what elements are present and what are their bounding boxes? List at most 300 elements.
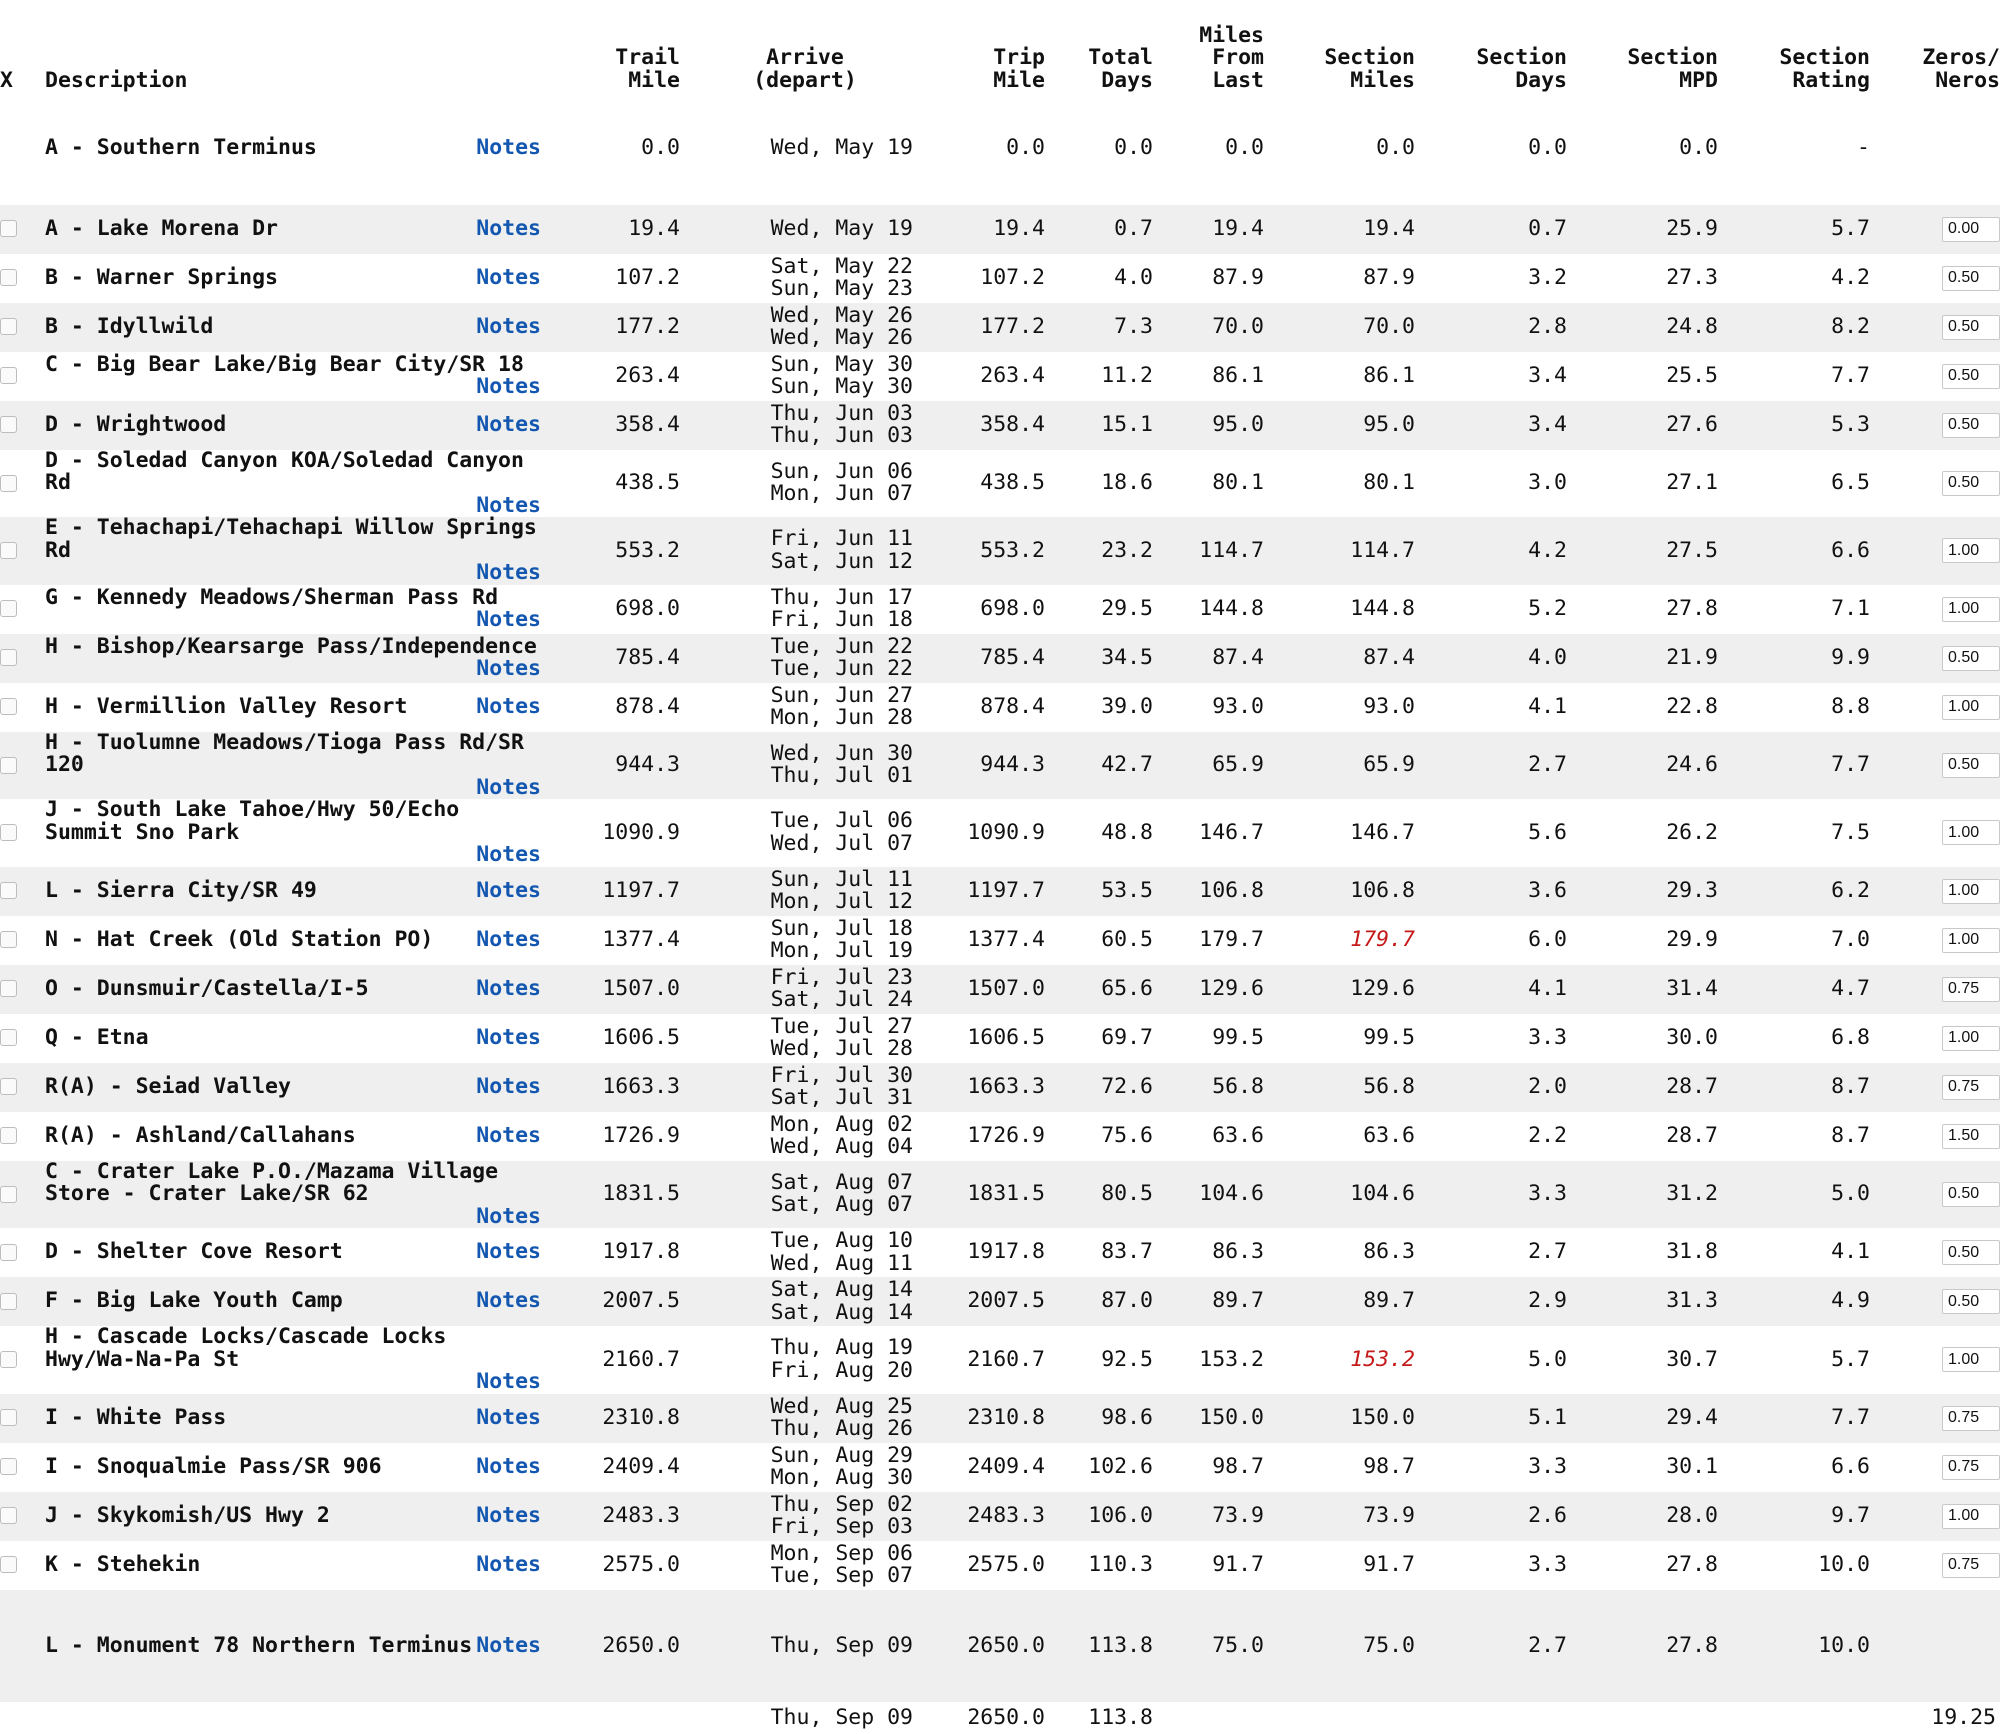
header-section-mpd-line1: Section bbox=[1627, 45, 1718, 70]
row-miles-from-last: 86.1 bbox=[1212, 362, 1264, 388]
zeros-neros-input[interactable] bbox=[1942, 1026, 2000, 1051]
row-section-miles bbox=[1264, 1112, 1415, 1161]
row-arrive-cell bbox=[680, 517, 930, 585]
row-section-mpd: 31.4 bbox=[1666, 975, 1718, 1001]
row-depart-date: Fri, Jun 18 bbox=[770, 607, 913, 632]
table-row bbox=[0, 450, 2000, 518]
notes-link[interactable]: Notes bbox=[476, 926, 541, 952]
zeros-neros-input[interactable] bbox=[1942, 1124, 2000, 1149]
totals-blank-2 bbox=[45, 1702, 553, 1734]
row-description: H - Tuolumne Meadows/Tioga Pass Rd/SR 120 bbox=[45, 729, 524, 777]
row-section-rating: 5.7 bbox=[1831, 215, 1870, 241]
row-section-days: 3.3 bbox=[1528, 1181, 1567, 1206]
row-trip-mile: 2409.4 bbox=[967, 1453, 1045, 1479]
row-select-checkbox[interactable] bbox=[0, 824, 17, 841]
row-section-days: 6.0 bbox=[1528, 926, 1567, 952]
row-description-cell bbox=[45, 683, 553, 732]
row-arrive-cell bbox=[680, 732, 930, 800]
header-total-days[interactable] bbox=[1045, 0, 1153, 92]
row-section-days: 2.9 bbox=[1528, 1288, 1567, 1314]
zeros-neros-input[interactable] bbox=[1942, 646, 2000, 671]
row-section-days: 2.8 bbox=[1528, 313, 1567, 339]
row-select-checkbox[interactable] bbox=[0, 318, 17, 335]
row-total-days: 4.0 bbox=[1114, 264, 1153, 290]
notes-link[interactable]: Notes bbox=[476, 215, 541, 241]
zeros-neros-input[interactable] bbox=[1942, 364, 2000, 389]
zeros-neros-input[interactable] bbox=[1942, 695, 2000, 720]
zeros-neros-input[interactable] bbox=[1942, 266, 2000, 291]
row-section-miles bbox=[1264, 450, 1415, 518]
row-arrive-cell bbox=[680, 450, 930, 518]
row-description: I - White Pass bbox=[45, 1404, 227, 1430]
row-select-checkbox[interactable] bbox=[0, 698, 17, 715]
row-section-miles-value: 98.7 bbox=[1363, 1453, 1415, 1479]
start-row bbox=[0, 92, 2000, 205]
row-select-checkbox[interactable] bbox=[0, 1244, 17, 1261]
row-total-days: 98.6 bbox=[1101, 1404, 1153, 1430]
row-section-days: 4.1 bbox=[1528, 975, 1567, 1001]
zeros-neros-input[interactable] bbox=[1942, 1240, 2000, 1265]
zeros-neros-input[interactable] bbox=[1942, 315, 2000, 340]
row-section-mpd: 27.1 bbox=[1666, 470, 1718, 495]
row-depart-date: Thu, Jul 01 bbox=[770, 763, 913, 789]
zeros-neros-input[interactable] bbox=[1942, 753, 2000, 778]
zeros-neros-input[interactable] bbox=[1942, 597, 2000, 622]
header-trail-mile-line1: Trail bbox=[615, 45, 680, 70]
row-section-miles-value: 150.0 bbox=[1350, 1404, 1415, 1430]
notes-link[interactable]: Notes bbox=[476, 1073, 541, 1099]
row-trail-mile: 107.2 bbox=[615, 264, 680, 290]
notes-link[interactable]: Notes bbox=[476, 842, 541, 867]
row-description-cell bbox=[45, 1443, 553, 1492]
table-row bbox=[0, 799, 2000, 867]
row-miles-from-last: 63.6 bbox=[1212, 1122, 1264, 1148]
row-miles-from-last: 91.7 bbox=[1212, 1551, 1264, 1577]
row-description-cell bbox=[45, 1158, 553, 1229]
start-section-days: 0.0 bbox=[1528, 135, 1567, 160]
header-section-days-line2: Days bbox=[1515, 67, 1567, 93]
row-section-mpd: 31.8 bbox=[1666, 1239, 1718, 1265]
row-description: D - Shelter Cove Resort bbox=[45, 1239, 343, 1265]
start-arrive: Wed, May 19 bbox=[770, 135, 913, 160]
row-section-days: 3.4 bbox=[1528, 411, 1567, 437]
row-section-miles-value: 19.4 bbox=[1363, 215, 1415, 241]
row-section-rating: 7.0 bbox=[1831, 926, 1870, 952]
row-trip-mile: 2160.7 bbox=[967, 1346, 1045, 1372]
row-select-checkbox[interactable] bbox=[0, 475, 17, 492]
row-section-rating: 6.6 bbox=[1831, 1453, 1870, 1479]
row-depart-date: Sat, Aug 07 bbox=[770, 1192, 913, 1218]
row-arrive-date: Tue, Jul 27 bbox=[770, 1013, 913, 1039]
row-select-checkbox[interactable] bbox=[0, 1029, 17, 1046]
row-trail-mile: 358.4 bbox=[615, 411, 680, 437]
header-section-miles-line1: Section bbox=[1324, 45, 1415, 70]
start-section-miles: 0.0 bbox=[1376, 135, 1415, 160]
notes-link[interactable]: Notes bbox=[476, 560, 541, 585]
row-description: C - Crater Lake P.O./Mazama Village Store - Crater Lake/SR 62 bbox=[45, 1158, 499, 1206]
row-arrive-cell bbox=[680, 965, 930, 1014]
zeros-neros-input[interactable] bbox=[1942, 928, 2000, 953]
header-description[interactable] bbox=[45, 0, 553, 92]
notes-link[interactable]: Notes bbox=[476, 656, 541, 681]
row-select-checkbox[interactable] bbox=[0, 220, 17, 237]
row-arrive-date: Sun, May 30 bbox=[770, 351, 913, 377]
row-arrive-cell bbox=[680, 254, 930, 303]
row-description: E - Tehachapi/Tehachapi Willow Springs Rd bbox=[45, 515, 537, 563]
header-row bbox=[0, 0, 2000, 92]
row-select-checkbox[interactable] bbox=[0, 1351, 17, 1368]
row-zeros-cell bbox=[1870, 916, 2000, 965]
row-arrive-date: Tue, Jul 06 bbox=[770, 808, 913, 834]
notes-link[interactable]: Notes bbox=[476, 693, 541, 719]
header-x[interactable]: X bbox=[0, 67, 13, 93]
row-arrive-cell bbox=[680, 1277, 930, 1326]
row-description: R(A) - Ashland/Callahans bbox=[45, 1122, 356, 1148]
row-zeros-cell bbox=[1870, 867, 2000, 916]
row-section-rating: 8.2 bbox=[1831, 313, 1870, 339]
row-section-miles bbox=[1264, 799, 1415, 867]
table-row bbox=[0, 867, 2000, 916]
zeros-neros-input[interactable] bbox=[1942, 1504, 2000, 1529]
row-select-checkbox[interactable] bbox=[0, 600, 17, 617]
row-depart-date: Wed, Jul 07 bbox=[770, 830, 913, 856]
row-trail-mile: 1090.9 bbox=[602, 819, 680, 845]
header-zeros-neros-line1: Zeros/ bbox=[1922, 45, 2000, 70]
row-select-checkbox[interactable] bbox=[0, 1127, 17, 1144]
row-description-cell bbox=[45, 634, 553, 683]
row-arrive-cell bbox=[680, 352, 930, 401]
row-miles-from-last: 93.0 bbox=[1212, 693, 1264, 719]
totals-arrive: Thu, Sep 09 bbox=[770, 1704, 913, 1730]
notes-link[interactable]: Notes bbox=[476, 492, 541, 518]
row-section-days: 2.2 bbox=[1528, 1122, 1567, 1148]
row-select-cell bbox=[0, 352, 45, 401]
row-arrive-cell bbox=[680, 1112, 930, 1161]
notes-link[interactable]: Notes bbox=[476, 1122, 541, 1148]
header-miles-from-last-line3: Last bbox=[1212, 67, 1264, 93]
row-description: J - Skykomish/US Hwy 2 bbox=[45, 1502, 330, 1528]
zeros-neros-input[interactable] bbox=[1942, 879, 2000, 904]
header-section-days[interactable] bbox=[1415, 0, 1567, 92]
row-select-checkbox[interactable] bbox=[0, 1293, 17, 1310]
end-trip-mile: 2650.0 bbox=[967, 1632, 1045, 1658]
row-arrive-date: Tue, Aug 10 bbox=[770, 1228, 913, 1253]
row-total-days: 53.5 bbox=[1101, 877, 1153, 903]
row-section-miles-value: 80.1 bbox=[1363, 470, 1415, 495]
row-miles-from-last: 73.9 bbox=[1212, 1502, 1264, 1528]
row-section-days: 3.4 bbox=[1528, 362, 1567, 388]
row-description: B - Warner Springs bbox=[45, 264, 278, 290]
row-zeros-cell bbox=[1870, 1541, 2000, 1590]
end-arrive: Thu, Sep 09 bbox=[770, 1632, 913, 1658]
notes-link[interactable]: Notes bbox=[476, 1369, 541, 1394]
row-select-cell bbox=[0, 683, 45, 732]
notes-link[interactable]: Notes bbox=[476, 313, 541, 339]
zeros-neros-input[interactable] bbox=[1942, 413, 2000, 438]
row-arrive-date: Fri, Jun 11 bbox=[770, 526, 913, 552]
row-description-cell bbox=[45, 401, 553, 450]
row-select-cell bbox=[0, 634, 45, 683]
header-section-mpd-line2: MPD bbox=[1679, 67, 1718, 93]
table-row bbox=[0, 916, 2000, 965]
row-arrive-cell bbox=[680, 1326, 930, 1394]
row-section-miles bbox=[1264, 205, 1415, 254]
row-section-rating: 7.7 bbox=[1831, 1404, 1870, 1430]
row-section-miles bbox=[1264, 352, 1415, 401]
table-row bbox=[0, 254, 2000, 303]
row-depart-date: Mon, Jul 19 bbox=[770, 938, 913, 963]
header-section-rating-line2: Rating bbox=[1792, 67, 1870, 93]
row-section-mpd: 25.5 bbox=[1666, 362, 1718, 388]
row-section-miles-value: 73.9 bbox=[1363, 1502, 1415, 1528]
row-zeros-cell bbox=[1870, 303, 2000, 352]
row-select-checkbox[interactable] bbox=[0, 1078, 17, 1095]
row-zeros-cell bbox=[1870, 1394, 2000, 1443]
row-section-days: 2.7 bbox=[1528, 1239, 1567, 1265]
row-section-miles-value: 70.0 bbox=[1363, 313, 1415, 339]
notes-link[interactable]: Notes bbox=[476, 1404, 541, 1430]
zeros-neros-input[interactable] bbox=[1942, 471, 2000, 496]
row-select-cell bbox=[0, 1228, 45, 1277]
notes-link[interactable]: Notes bbox=[476, 607, 541, 632]
row-trail-mile: 2160.7 bbox=[602, 1346, 680, 1372]
row-section-miles bbox=[1264, 634, 1415, 683]
start-zeros-cell bbox=[1870, 92, 2000, 205]
row-trail-mile: 785.4 bbox=[615, 644, 680, 670]
totals-total-days: 113.8 bbox=[1088, 1704, 1153, 1730]
zeros-neros-input[interactable] bbox=[1942, 1075, 2000, 1100]
row-description: O - Dunsmuir/Castella/I-5 bbox=[45, 975, 369, 1001]
row-description: A - Lake Morena Dr bbox=[45, 215, 278, 241]
totals-arrive-cell bbox=[680, 1702, 930, 1734]
row-zeros-cell bbox=[1870, 1228, 2000, 1277]
row-select-cell bbox=[0, 867, 45, 916]
row-select-checkbox[interactable] bbox=[0, 1556, 17, 1573]
row-select-cell bbox=[0, 799, 45, 867]
row-select-checkbox[interactable] bbox=[0, 882, 17, 899]
row-select-checkbox[interactable] bbox=[0, 649, 17, 666]
row-trip-mile: 2007.5 bbox=[967, 1288, 1045, 1314]
row-arrive-cell bbox=[680, 303, 930, 352]
row-select-cell bbox=[0, 205, 45, 254]
row-description-cell bbox=[45, 1228, 553, 1277]
start-arrive-cell bbox=[680, 92, 930, 205]
row-trip-mile: 263.4 bbox=[980, 362, 1045, 388]
end-checkbox-cell bbox=[0, 1590, 45, 1703]
row-miles-from-last: 129.6 bbox=[1199, 975, 1264, 1001]
row-miles-from-last: 80.1 bbox=[1212, 470, 1264, 495]
row-select-checkbox[interactable] bbox=[0, 367, 17, 384]
notes-link[interactable]: Notes bbox=[476, 975, 541, 1001]
row-total-days: 18.6 bbox=[1101, 470, 1153, 495]
header-zeros-neros[interactable] bbox=[1870, 0, 2000, 92]
row-description-cell bbox=[45, 1492, 553, 1541]
row-section-rating: 9.7 bbox=[1831, 1502, 1870, 1528]
zeros-neros-input[interactable] bbox=[1942, 1406, 2000, 1431]
row-description-cell bbox=[45, 517, 553, 585]
row-section-mpd: 22.8 bbox=[1666, 693, 1718, 719]
notes-link[interactable]: Notes bbox=[476, 1288, 541, 1314]
row-description-cell bbox=[45, 447, 553, 518]
row-miles-from-last: 95.0 bbox=[1212, 411, 1264, 437]
zeros-neros-input[interactable] bbox=[1942, 217, 2000, 242]
row-section-miles-value: 129.6 bbox=[1350, 975, 1415, 1001]
row-section-miles bbox=[1264, 1541, 1415, 1590]
row-arrive-cell bbox=[680, 1394, 930, 1443]
row-miles-from-last: 106.8 bbox=[1199, 877, 1264, 903]
row-select-checkbox[interactable] bbox=[0, 416, 17, 433]
row-select-checkbox[interactable] bbox=[0, 757, 17, 774]
row-section-days: 3.0 bbox=[1528, 470, 1567, 495]
header-section-miles[interactable] bbox=[1264, 0, 1415, 92]
notes-link[interactable]: Notes bbox=[476, 774, 541, 800]
notes-link[interactable]: Notes bbox=[476, 1632, 541, 1658]
row-arrive-date: Sun, Jul 18 bbox=[770, 915, 913, 941]
row-zeros-cell bbox=[1870, 450, 2000, 518]
row-arrive-cell bbox=[680, 585, 930, 634]
row-section-days: 3.3 bbox=[1528, 1551, 1567, 1577]
header-arrive[interactable] bbox=[680, 0, 930, 92]
row-trail-mile: 1726.9 bbox=[602, 1122, 680, 1148]
row-description-cell bbox=[45, 1326, 553, 1394]
header-trip-mile-line1: Trip bbox=[993, 45, 1045, 70]
row-miles-from-last: 150.0 bbox=[1199, 1404, 1264, 1430]
row-description-cell bbox=[45, 352, 553, 401]
row-total-days: 102.6 bbox=[1088, 1453, 1153, 1479]
row-select-checkbox[interactable] bbox=[0, 1458, 17, 1475]
header-trip-mile[interactable] bbox=[930, 0, 1045, 92]
row-section-miles bbox=[1264, 1228, 1415, 1277]
row-arrive-cell bbox=[680, 867, 930, 916]
row-select-cell bbox=[0, 303, 45, 352]
end-section-days: 2.7 bbox=[1528, 1632, 1567, 1658]
row-trail-mile: 1917.8 bbox=[602, 1239, 680, 1265]
row-section-days: 4.2 bbox=[1528, 537, 1567, 563]
row-section-rating: 8.7 bbox=[1831, 1073, 1870, 1099]
row-arrive-cell bbox=[680, 1063, 930, 1112]
row-trip-mile: 2483.3 bbox=[967, 1502, 1045, 1528]
zeros-neros-input[interactable] bbox=[1942, 1289, 2000, 1314]
row-description: Q - Etna bbox=[45, 1024, 149, 1050]
row-trip-mile: 785.4 bbox=[980, 644, 1045, 670]
row-section-mpd: 31.3 bbox=[1666, 1288, 1718, 1314]
zeros-neros-input[interactable] bbox=[1942, 1553, 2000, 1578]
zeros-neros-input[interactable] bbox=[1942, 1347, 2000, 1372]
row-section-miles bbox=[1264, 683, 1415, 732]
row-select-checkbox[interactable] bbox=[0, 931, 17, 948]
row-select-checkbox[interactable] bbox=[0, 980, 17, 997]
row-total-days: 11.2 bbox=[1101, 362, 1153, 388]
row-description-cell bbox=[45, 1112, 553, 1161]
row-section-mpd: 29.3 bbox=[1666, 877, 1718, 903]
row-trail-mile: 1507.0 bbox=[602, 975, 680, 1001]
row-select-cell bbox=[0, 1394, 45, 1443]
end-total-days: 113.8 bbox=[1088, 1632, 1153, 1658]
row-arrive-date: Sun, Jul 11 bbox=[770, 866, 913, 892]
table-row bbox=[0, 683, 2000, 732]
header-section-mpd[interactable] bbox=[1567, 0, 1718, 92]
row-trip-mile: 1197.7 bbox=[967, 877, 1045, 903]
row-trip-mile: 107.2 bbox=[980, 264, 1045, 290]
row-select-checkbox[interactable] bbox=[0, 269, 17, 286]
notes-link[interactable]: Notes bbox=[476, 877, 541, 903]
header-trail-mile[interactable] bbox=[553, 0, 680, 92]
table-row bbox=[0, 1063, 2000, 1112]
row-description: G - Kennedy Meadows/Sherman Pass Rd bbox=[45, 584, 499, 610]
zeros-neros-input[interactable] bbox=[1942, 1182, 2000, 1207]
row-section-miles-value: 56.8 bbox=[1363, 1073, 1415, 1099]
row-miles-from-last: 87.9 bbox=[1212, 264, 1264, 290]
row-section-rating: 5.0 bbox=[1831, 1181, 1870, 1206]
table-row bbox=[0, 1326, 2000, 1394]
row-trail-mile: 1663.3 bbox=[602, 1073, 680, 1099]
row-trail-mile: 2483.3 bbox=[602, 1502, 680, 1528]
table-row bbox=[0, 1161, 2000, 1229]
row-total-days: 87.0 bbox=[1101, 1288, 1153, 1314]
table-row bbox=[0, 965, 2000, 1014]
row-arrive-cell bbox=[680, 1228, 930, 1277]
row-section-miles-value: 87.9 bbox=[1363, 264, 1415, 290]
row-section-days: 3.6 bbox=[1528, 877, 1567, 903]
notes-link[interactable]: Notes bbox=[476, 135, 541, 160]
row-section-days: 3.2 bbox=[1528, 264, 1567, 290]
row-select-cell bbox=[0, 401, 45, 450]
zeros-neros-input[interactable] bbox=[1942, 538, 2000, 563]
notes-link[interactable]: Notes bbox=[476, 1502, 541, 1528]
notes-link[interactable]: Notes bbox=[476, 374, 541, 399]
row-select-checkbox[interactable] bbox=[0, 1186, 17, 1203]
row-miles-from-last: 56.8 bbox=[1212, 1073, 1264, 1099]
row-section-miles-value: 86.1 bbox=[1363, 362, 1415, 388]
header-section-rating[interactable] bbox=[1718, 0, 1870, 92]
row-trip-mile: 2575.0 bbox=[967, 1551, 1045, 1577]
row-trail-mile: 177.2 bbox=[615, 313, 680, 339]
zeros-neros-input[interactable] bbox=[1942, 977, 2000, 1002]
row-description: H - Vermillion Valley Resort bbox=[45, 693, 408, 719]
row-select-cell bbox=[0, 1014, 45, 1063]
totals-blank-6 bbox=[1415, 1702, 1567, 1734]
notes-link[interactable]: Notes bbox=[476, 1453, 541, 1479]
row-select-checkbox[interactable] bbox=[0, 1409, 17, 1426]
row-section-mpd: 28.7 bbox=[1666, 1122, 1718, 1148]
row-section-mpd: 29.4 bbox=[1666, 1404, 1718, 1430]
row-section-days: 5.2 bbox=[1528, 595, 1567, 621]
notes-link[interactable]: Notes bbox=[476, 264, 541, 290]
row-depart-date: Sat, Jul 31 bbox=[770, 1085, 913, 1110]
row-total-days: 69.7 bbox=[1101, 1024, 1153, 1050]
notes-link[interactable]: Notes bbox=[476, 1551, 541, 1577]
row-total-days: 65.6 bbox=[1101, 975, 1153, 1001]
notes-link[interactable]: Notes bbox=[476, 1239, 541, 1265]
row-depart-date: Tue, Sep 07 bbox=[770, 1563, 913, 1588]
row-section-miles bbox=[1264, 517, 1415, 585]
header-miles-from-last[interactable] bbox=[1153, 0, 1264, 92]
row-description-cell bbox=[45, 916, 553, 965]
row-select-checkbox[interactable] bbox=[0, 1507, 17, 1524]
start-miles-from-last: 0.0 bbox=[1225, 135, 1264, 160]
row-arrive-date: Sat, Aug 07 bbox=[770, 1169, 913, 1195]
row-select-checkbox[interactable] bbox=[0, 542, 17, 559]
totals-blank-4 bbox=[1153, 1702, 1264, 1734]
notes-link[interactable]: Notes bbox=[476, 1203, 541, 1229]
notes-link[interactable]: Notes bbox=[476, 411, 541, 437]
totals-blank-8 bbox=[1718, 1702, 1870, 1734]
zeros-neros-input[interactable] bbox=[1942, 1455, 2000, 1480]
row-section-rating: 6.8 bbox=[1831, 1024, 1870, 1050]
notes-link[interactable]: Notes bbox=[476, 1024, 541, 1050]
zeros-neros-input[interactable] bbox=[1942, 820, 2000, 845]
row-description-cell bbox=[45, 1394, 553, 1443]
